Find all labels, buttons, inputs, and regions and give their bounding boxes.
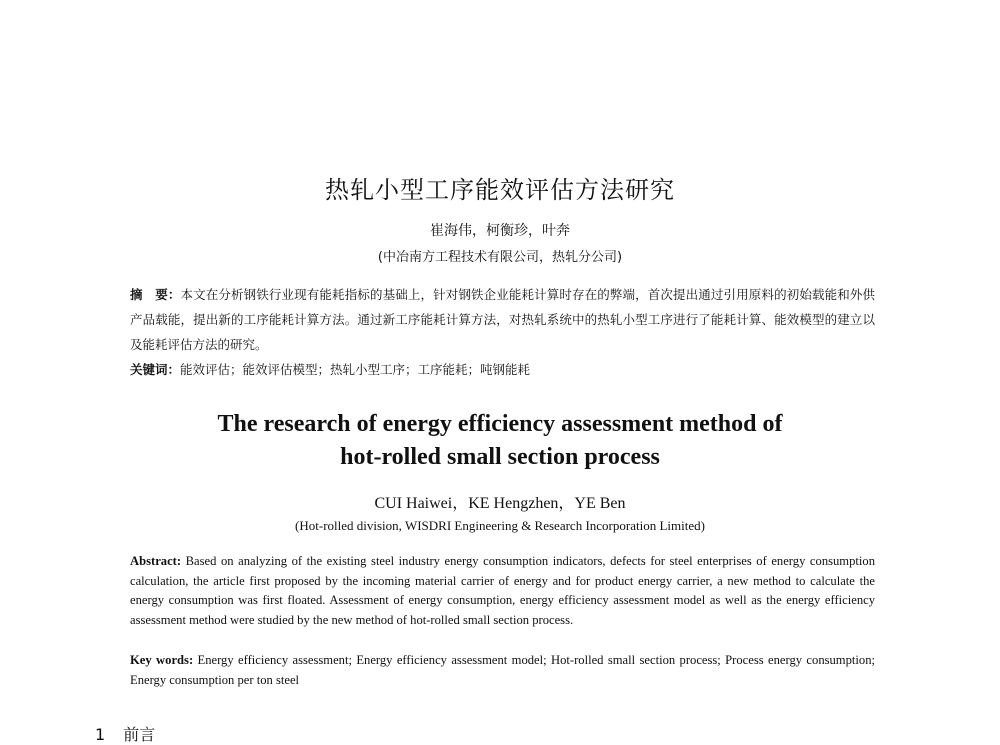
chinese-keywords [130, 357, 875, 382]
english-abstract-label: Abstract: [130, 554, 182, 568]
section-number: 1 [95, 725, 106, 744]
english-title-line-1: The research of energy efficiency assessment method of [217, 411, 783, 437]
chinese-keywords-label: 关键词： [130, 362, 181, 377]
chinese-abstract-label: 摘 要： [130, 287, 181, 302]
english-abstract-text: Based on analyzing of the existing steel industry energy consumption indicators, defects for steel enterprises of energy consumption calculation, the article first proposed by the incoming material carrier of energy and for product energy carrier, a new method to calculate the energy consumption was first floated. Assessment of energy consumption, energy efficiency assessment model as well as the energy efficiency assessment method were studied by the new method of hot-rolled small section process. [130, 554, 875, 627]
english-affiliation: (Hot-rolled division, WISDRI Engineering & Research Incorporation Limited) [295, 518, 705, 533]
chinese-abstract [130, 282, 875, 357]
english-abstract [130, 552, 875, 630]
english-title [0, 408, 1000, 474]
section-heading [95, 722, 173, 745]
english-keywords-label: Key words: [130, 653, 194, 667]
chinese-keywords-text: 能效评估；能效评估模型；热轧小型工序；工序能耗；吨钢能耗 [180, 362, 531, 377]
section-title: 前言 [123, 725, 156, 744]
english-authors: CUI Haiwei，KE Hengzhen，YE Ben [374, 495, 626, 512]
english-keywords-text: Energy efficiency assessment; Energy efficiency assessment model; Hot-rolled small section process; Process energy consumption; Energy consumption per ton steel [130, 653, 875, 687]
english-keywords [130, 651, 875, 690]
chinese-authors: 崔海伟，柯衡珍，叶奔 [430, 223, 570, 239]
chinese-title: 热轧小型工序能效评估方法研究 [325, 176, 675, 204]
chinese-affiliation: (中冶南方工程技术有限公司，热轧分公司) [377, 250, 623, 265]
chinese-abstract-text: 本文在分析钢铁行业现有能耗指标的基础上，针对钢铁企业能耗计算时存在的弊端，首次提出通过引用原料的初始载能和外供产品载能，提出新的工序能耗计算方法。通过新工序能耗计算方法，对热轧系统中的热轧小型工序进行了能耗计算、能效模型的建立以及能耗评估方法的研究。 [130, 287, 875, 352]
english-title-line-2: hot-rolled small section process [340, 444, 660, 470]
